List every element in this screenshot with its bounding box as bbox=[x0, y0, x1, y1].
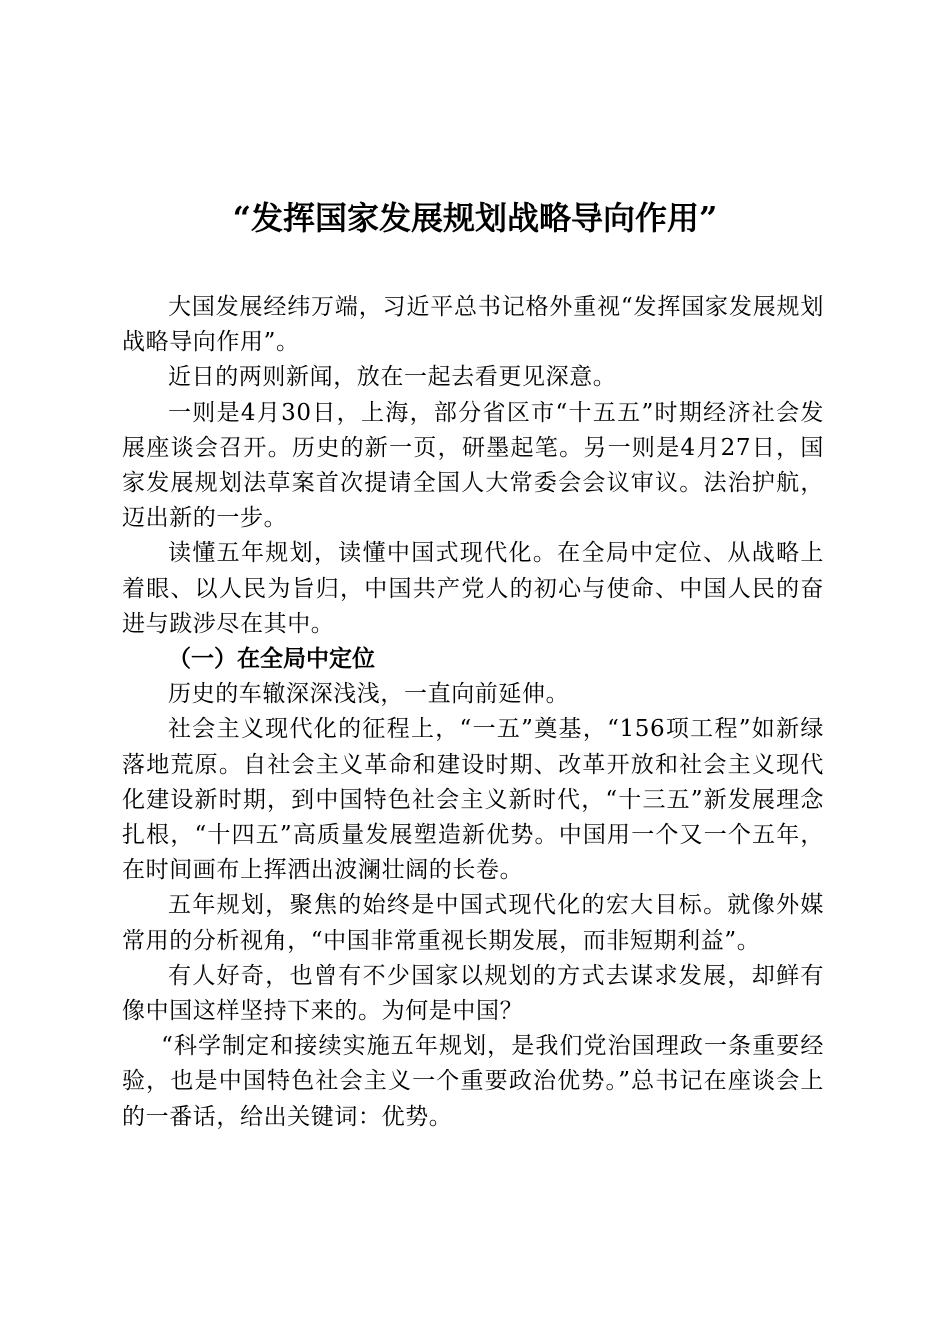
document-body bbox=[122, 290, 824, 1135]
document-title: “发挥国家发展规划战略导向作用” bbox=[232, 199, 718, 237]
paragraph: 大国发展经纬万端，习近平总书记格外重视“发挥国家发展规划战略导向作用”。 bbox=[122, 294, 824, 356]
paragraph: 读懂五年规划，读懂中国式现代化。在全局中定位、从战略上着眼、以人民为旨归，中国共产党人的初心与使命、中国人民的奋进与跋涉尽在其中。 bbox=[122, 540, 824, 637]
paragraph: “科学制定和接续实施五年规划，是我们党治国理政一条重要经验，也是中国特色社会主义一个重要政治优势。”总书记在座谈会上的一番话，给出关键词：优势。 bbox=[122, 1033, 824, 1130]
paragraph: 社会主义现代化的征程上，“一五”奠基，“156项工程”如新绿落地荒原。自社会主义革命和建设时期、改革开放和社会主义现代化建设新时期，到中国特色社会主义新时代，“十三五”新发展理念扎根，“十四五”高质量发展塑造新优势。中国用一个又一个五年，在时间画布上挥洒出波澜壮阔的长卷。 bbox=[122, 716, 824, 884]
section-heading: （一）在全局中定位 bbox=[168, 646, 375, 673]
paragraph: 一则是4月30日，上海，部分省区市“十五五”时期经济社会发展座谈会召开。历史的新一页，研墨起笔。另一则是4月27日，国家发展规划法草案首次提请全国人大常委会会议审议。法治护航，迈出新的一步。 bbox=[122, 399, 824, 532]
paragraph: 历史的车辙深深浅浅，一直向前延伸。 bbox=[168, 681, 570, 708]
paragraph: 五年规划，聚焦的始终是中国式现代化的宏大目标。就像外媒常用的分析视角，“中国非常重视长期发展，而非短期利益”。 bbox=[122, 892, 824, 954]
paragraph: 有人好奇，也曾有不少国家以规划的方式去谋求发展，却鲜有像中国这样坚持下来的。为何是中国？ bbox=[122, 962, 824, 1025]
paragraph: 近日的两则新闻，放在一起去看更见深意。 bbox=[168, 364, 617, 391]
